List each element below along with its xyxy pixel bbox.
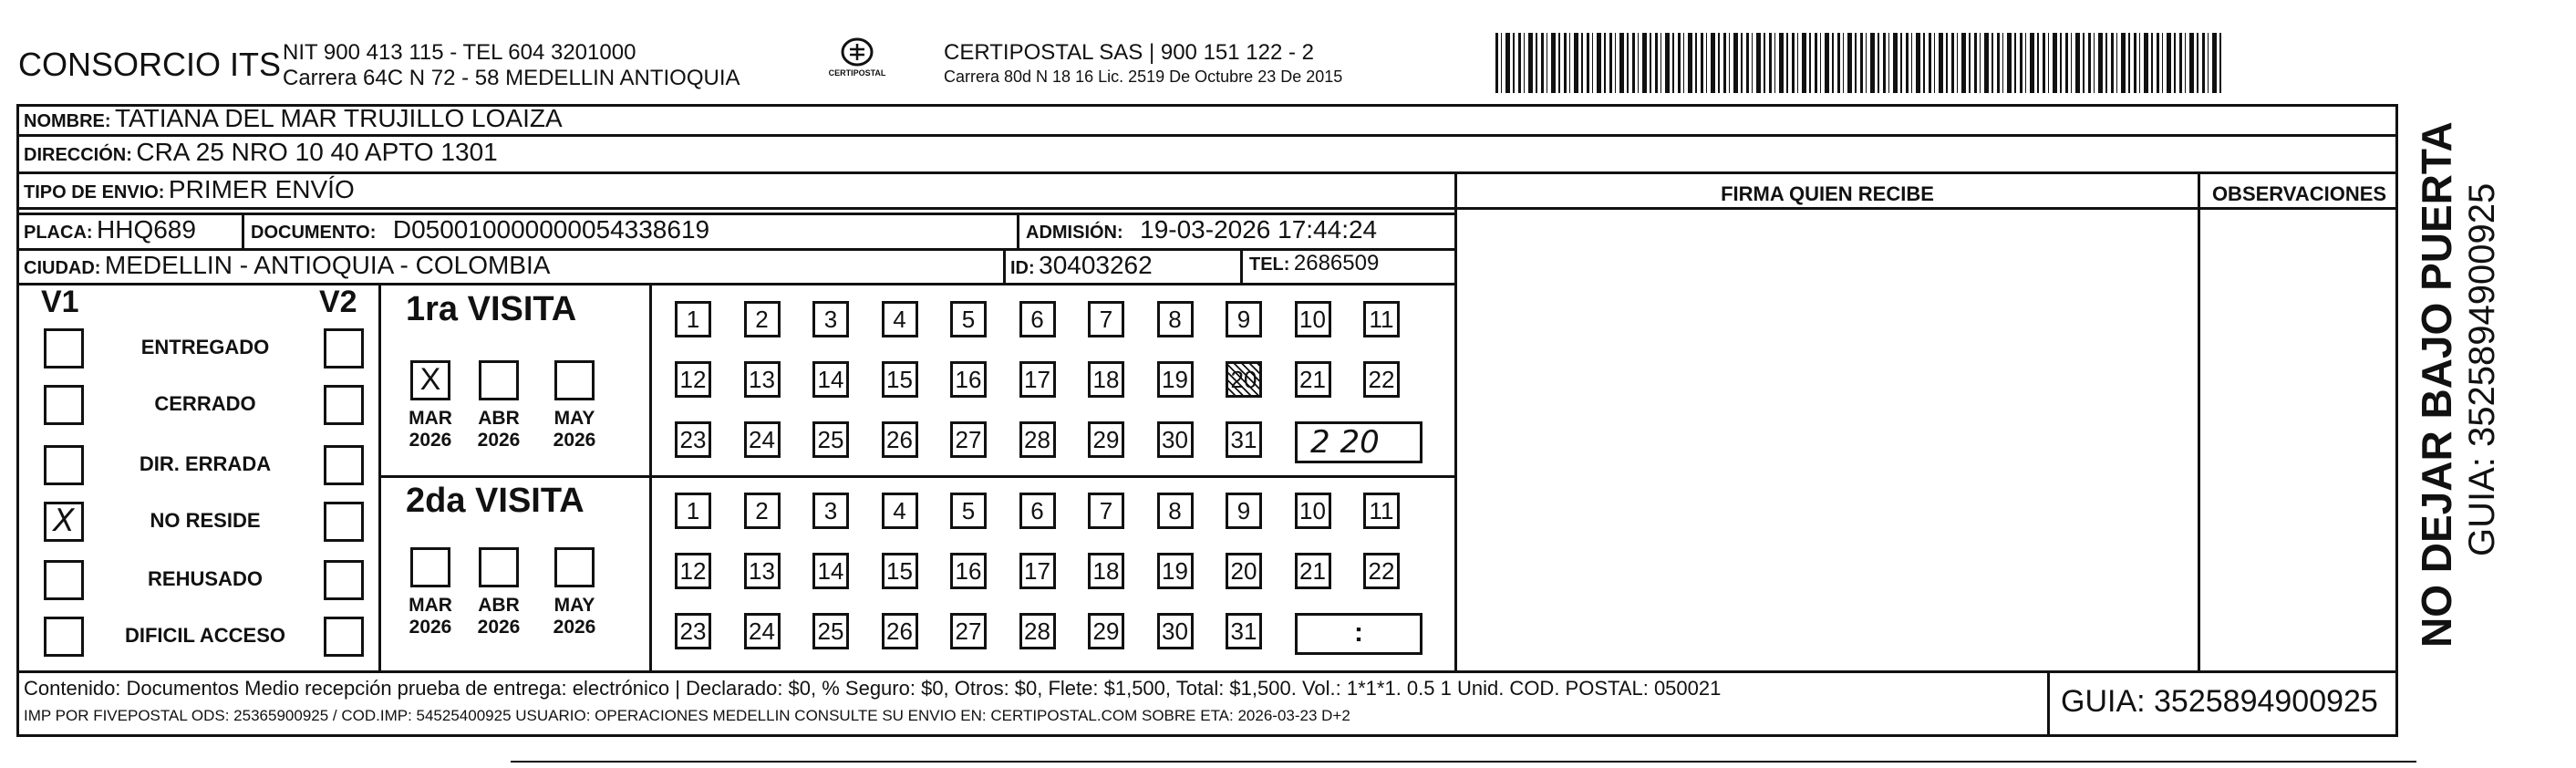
month-label: MAY 2026	[553, 408, 596, 451]
day-box[interactable]: 7	[1088, 493, 1124, 529]
v1-label: V1	[41, 285, 79, 319]
tel-value: 2686509	[1293, 251, 1380, 275]
day-box[interactable]: 15	[882, 553, 918, 589]
day-box[interactable]: 17	[1019, 553, 1056, 589]
placa-label: PLACA:	[24, 223, 93, 243]
day-box[interactable]: 20	[1226, 361, 1262, 398]
day-box[interactable]: 22	[1363, 553, 1400, 589]
day-box[interactable]: 28	[1019, 421, 1056, 458]
day-box[interactable]: 13	[744, 553, 781, 589]
ciudad-row	[24, 251, 550, 280]
day-box[interactable]: 3	[812, 301, 849, 337]
status-label: NO RESIDE	[150, 509, 261, 532]
company-address: Carrera 64C N 72 - 58 MEDELLIN ANTIOQUIA	[283, 66, 740, 90]
status-label: CERRADO	[154, 392, 256, 415]
day-box[interactable]: 30	[1157, 421, 1194, 458]
day-box[interactable]: 21	[1295, 361, 1331, 398]
day-box[interactable]: 31	[1226, 421, 1262, 458]
day-box[interactable]: 16	[950, 361, 987, 398]
day-box[interactable]: 8	[1157, 493, 1194, 529]
documento-row	[251, 215, 709, 244]
day-box[interactable]: 7	[1088, 301, 1124, 337]
certipostal-logo	[816, 36, 898, 91]
nombre-row	[24, 104, 563, 133]
visit2-time-box	[1295, 613, 1422, 655]
day-box[interactable]: 19	[1157, 553, 1194, 589]
day-box[interactable]: 2	[744, 301, 781, 337]
day-box[interactable]: 1	[675, 301, 711, 337]
direccion-label: DIRECCIÓN:	[24, 145, 132, 165]
admision-row	[1026, 215, 1377, 244]
side-guia: GUIA: 3525894900925	[2462, 182, 2502, 556]
carrier-name: CERTIPOSTAL SAS | 900 151 122 - 2	[944, 40, 1314, 65]
month-label: MAY 2026	[553, 595, 596, 638]
month-label: MAR 2026	[409, 408, 452, 451]
day-box[interactable]: 13	[744, 361, 781, 398]
month-label: MAR 2026	[409, 595, 452, 638]
carrier-address: Carrera 80d N 18 16 Lic. 2519 De Octubre 23 De 2015	[944, 67, 1343, 86]
day-box[interactable]: 12	[675, 553, 711, 589]
visit1-title: 1ra VISITA	[406, 290, 577, 328]
day-box[interactable]: 5	[950, 493, 987, 529]
tipo-row	[24, 175, 355, 204]
day-box[interactable]: 22	[1363, 361, 1400, 398]
v2-checkbox[interactable]	[324, 445, 364, 485]
month-checkbox[interactable]	[410, 547, 450, 587]
v1-checkbox[interactable]	[44, 328, 84, 368]
direccion-row	[24, 138, 498, 167]
day-box[interactable]: 20	[1226, 553, 1262, 589]
placa-row	[24, 215, 196, 244]
v2-label: V2	[319, 285, 357, 319]
day-box[interactable]: 28	[1019, 613, 1056, 649]
day-box[interactable]: 18	[1088, 361, 1124, 398]
v2-checkbox[interactable]	[324, 502, 364, 542]
day-box[interactable]: 29	[1088, 613, 1124, 649]
v1-checkbox[interactable]: X	[44, 502, 84, 542]
status-label: DIR. ERRADA	[139, 452, 272, 475]
footer-line1: Contenido: Documentos Medio recepción prueba de entrega: electrónico | Declarado: $0, % Seguro: $0, Otros: $0, Flete: $1,500, Total: $1,500. Vol.: 1*1*1. 0.5 1 Unid. COD. POSTAL: 050021	[24, 677, 1722, 700]
month-label: ABR 2026	[477, 595, 521, 638]
day-box[interactable]: 16	[950, 553, 987, 589]
day-box[interactable]: 26	[882, 613, 918, 649]
month-checkbox[interactable]	[554, 360, 595, 400]
tel-row	[1249, 251, 1379, 276]
day-box[interactable]: 30	[1157, 613, 1194, 649]
day-box[interactable]: 25	[812, 421, 849, 458]
admision-label: ADMISIÓN:	[1026, 223, 1123, 243]
observaciones-header: OBSERVACIONES	[2211, 182, 2387, 205]
day-box[interactable]: 9	[1226, 493, 1262, 529]
v1-checkbox[interactable]	[44, 617, 84, 657]
visit1-time-box	[1295, 421, 1422, 463]
status-label: DIFICIL ACCESO	[124, 624, 285, 647]
day-box[interactable]: 21	[1295, 553, 1331, 589]
side-warning: NO DEJAR BAJO PUERTA	[2413, 121, 2460, 648]
placa-value: HHQ689	[97, 215, 196, 244]
documento-label: DOCUMENTO:	[251, 223, 377, 243]
month-checkbox[interactable]	[479, 547, 519, 587]
day-box[interactable]: 19	[1157, 361, 1194, 398]
day-box[interactable]: 10	[1295, 493, 1331, 529]
v2-checkbox[interactable]	[324, 385, 364, 425]
v2-checkbox[interactable]	[324, 328, 364, 368]
ciudad-label: CIUDAD:	[24, 258, 101, 278]
company-nit: NIT 900 413 115 - TEL 604 3201000	[283, 40, 636, 65]
day-box[interactable]: 6	[1019, 301, 1056, 337]
v1-checkbox[interactable]	[44, 385, 84, 425]
day-box[interactable]: 9	[1226, 301, 1262, 337]
day-box[interactable]: 1	[675, 493, 711, 529]
v2-checkbox[interactable]	[324, 617, 364, 657]
month-checkbox[interactable]	[479, 360, 519, 400]
tel-label: TEL:	[1249, 254, 1290, 275]
day-box[interactable]: 5	[950, 301, 987, 337]
day-box[interactable]: 24	[744, 613, 781, 649]
day-box[interactable]: 14	[812, 553, 849, 589]
barcode-icon	[1495, 33, 2225, 93]
day-box[interactable]: 6	[1019, 493, 1056, 529]
admision-value: 19-03-2026 17:44:24	[1140, 215, 1378, 244]
status-label: REHUSADO	[148, 567, 263, 590]
day-box[interactable]: 2	[744, 493, 781, 529]
day-box[interactable]: 24	[744, 421, 781, 458]
nombre-label: NOMBRE:	[24, 111, 111, 131]
day-box[interactable]: 27	[950, 421, 987, 458]
footer-line2: IMP POR FIVEPOSTAL ODS: 25365900925 / COD.IMP: 54525400925 USUARIO: OPERACIONES MEDELLIN CONSULTE SU ENVIO EN: CERTIPOSTAL.COM SOBRE ETA: 2026-03-23 D+2	[24, 707, 1350, 724]
day-box[interactable]: 15	[882, 361, 918, 398]
visit2-time-sep: :	[1354, 618, 1363, 648]
header	[0, 0, 2576, 99]
day-box[interactable]: 10	[1295, 301, 1331, 337]
day-box[interactable]: 11	[1363, 301, 1400, 337]
day-box[interactable]: 18	[1088, 553, 1124, 589]
tipo-label: TIPO DE ENVIO:	[24, 182, 165, 202]
documento-value: D050010000000054338619	[392, 215, 710, 244]
footer-guia: GUIA: 3525894900925	[2061, 684, 2378, 719]
day-box[interactable]: 25	[812, 613, 849, 649]
month-label: ABR 2026	[477, 408, 521, 451]
day-box[interactable]: 3	[812, 493, 849, 529]
day-box[interactable]: 31	[1226, 613, 1262, 649]
day-box[interactable]: 4	[882, 493, 918, 529]
day-box[interactable]: 4	[882, 301, 918, 337]
status-label: ENTREGADO	[140, 336, 270, 358]
firma-header: FIRMA QUIEN RECIBE	[1721, 182, 1934, 205]
day-box[interactable]: 11	[1363, 493, 1400, 529]
day-box[interactable]: 8	[1157, 301, 1194, 337]
day-box[interactable]: 27	[950, 613, 987, 649]
id-row	[1010, 251, 1153, 280]
day-box[interactable]: 26	[882, 421, 918, 458]
direccion-value: CRA 25 NRO 10 40 APTO 1301	[136, 138, 498, 166]
visit2-title: 2da VISITA	[406, 482, 585, 520]
company-name: CONSORCIO ITS	[18, 46, 282, 83]
month-checkbox[interactable]: X	[410, 360, 450, 400]
v1-checkbox[interactable]	[44, 445, 84, 485]
month-checkbox[interactable]	[554, 547, 595, 587]
v2-checkbox[interactable]	[324, 560, 364, 600]
visit1-time-value: 2 20	[1310, 424, 1380, 461]
id-label: ID:	[1010, 258, 1035, 278]
v1-checkbox[interactable]	[44, 560, 84, 600]
logo-icon	[839, 36, 875, 67]
nombre-value: TATIANA DEL MAR TRUJILLO LOAIZA	[115, 104, 563, 132]
day-box[interactable]: 17	[1019, 361, 1056, 398]
day-box[interactable]: 23	[675, 421, 711, 458]
day-box[interactable]: 23	[675, 613, 711, 649]
day-box[interactable]: 29	[1088, 421, 1124, 458]
day-box[interactable]: 14	[812, 361, 849, 398]
ciudad-value: MEDELLIN - ANTIOQUIA - COLOMBIA	[104, 251, 551, 279]
id-value: 30403262	[1039, 251, 1153, 279]
logo-text: CERTIPOSTAL	[828, 68, 886, 78]
day-box[interactable]: 12	[675, 361, 711, 398]
tipo-value: PRIMER ENVÍO	[168, 175, 355, 203]
